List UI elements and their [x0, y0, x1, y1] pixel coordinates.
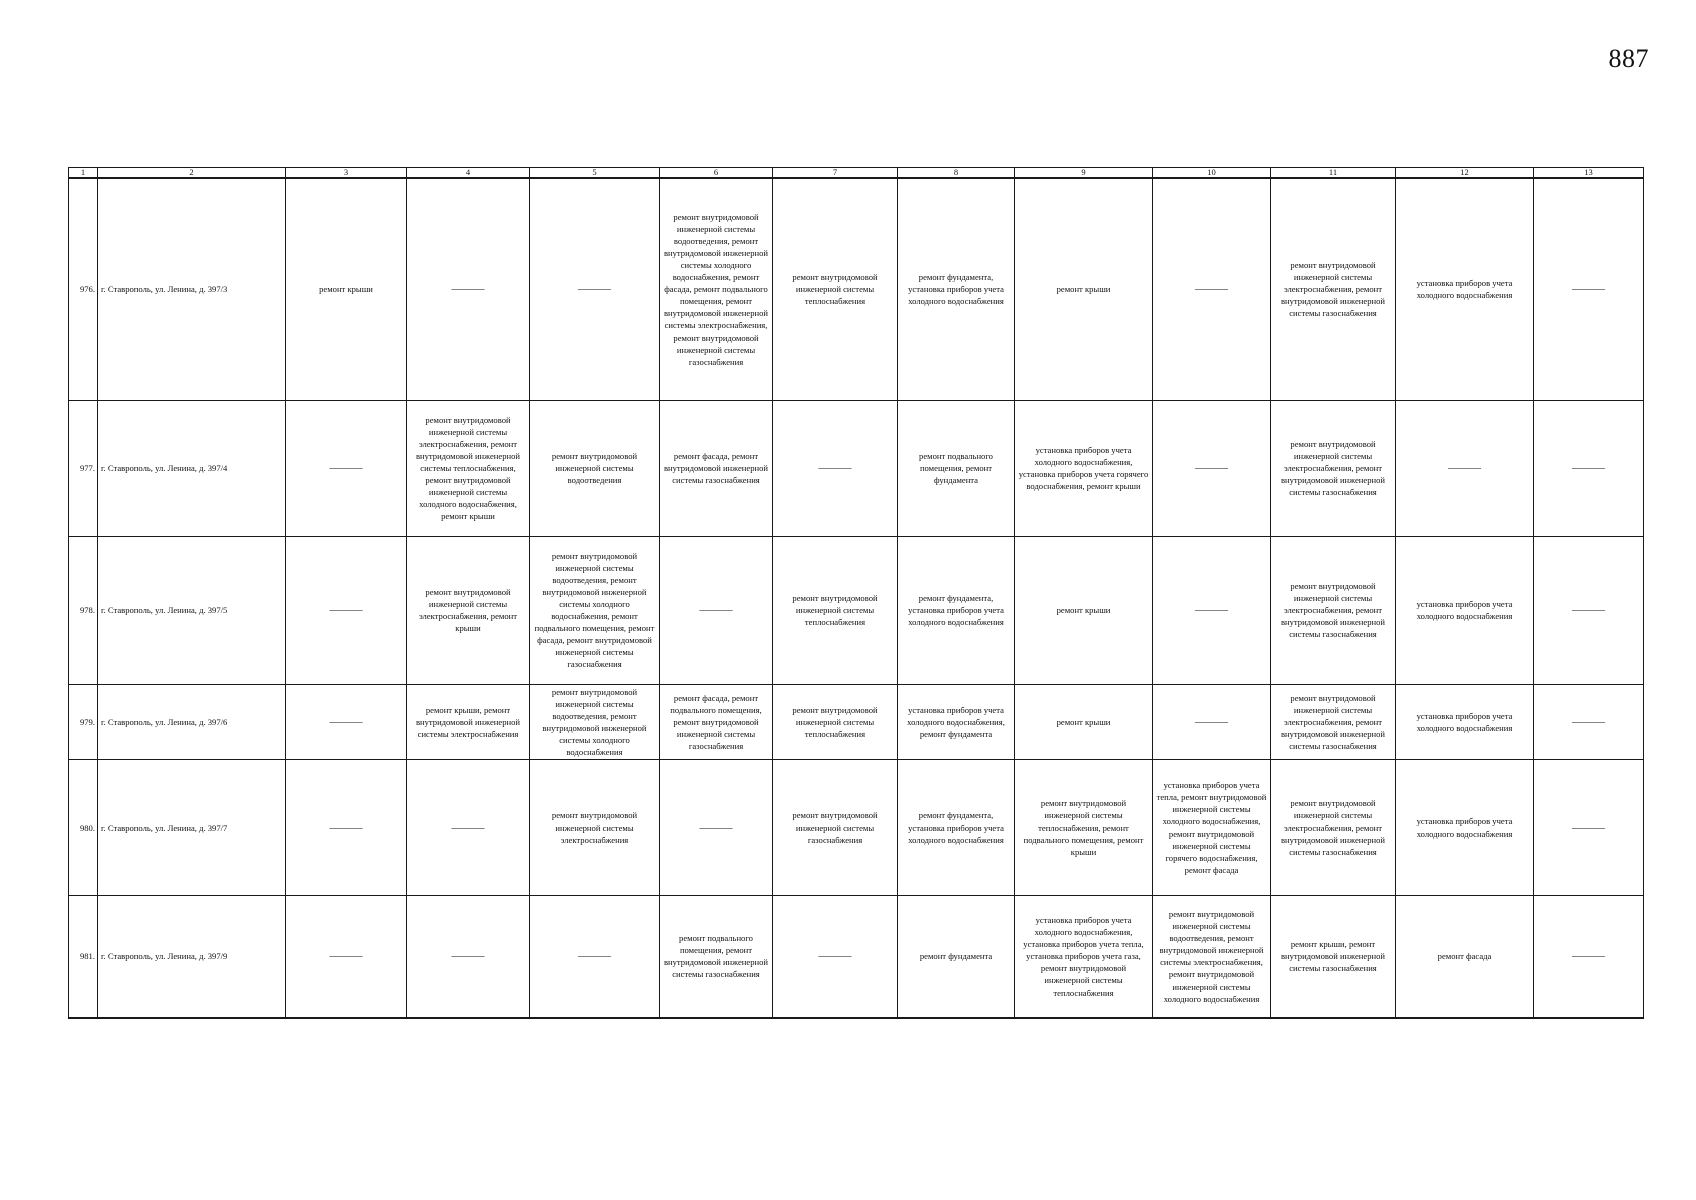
dash-mark: ——— — [699, 603, 733, 616]
address-cell: г. Ставрополь, ул. Ленина, д. 397/3 — [98, 178, 286, 400]
work-cell: ремонт фундамента — [898, 896, 1015, 1018]
work-cell — [1534, 536, 1644, 684]
column-number: 7 — [773, 168, 898, 179]
work-cell: установка приборов учета холодного водоснабжения, ремонт фундамента — [898, 684, 1015, 760]
work-cell: ремонт фундамента, установка приборов учета холодного водоснабжения — [898, 536, 1015, 684]
dash-mark: ——— — [1195, 283, 1228, 296]
work-cell: ремонт подвального помещения, ремонт фундамента — [898, 400, 1015, 536]
table-row — [69, 760, 1644, 896]
table-row — [69, 400, 1644, 536]
dash-mark: ——— — [1448, 461, 1481, 474]
address-cell: г. Ставрополь, ул. Ленина, д. 397/4 — [98, 400, 286, 536]
work-cell — [286, 896, 407, 1018]
work-cell: ремонт крыши — [286, 178, 407, 400]
work-cell: ремонт фасада, ремонт подвального помещения, ремонт внутридомовой инженерной системы газоснабжения — [660, 684, 773, 760]
work-cell — [1153, 536, 1271, 684]
table-row — [69, 684, 1644, 760]
work-cell: ремонт фундамента, установка приборов учета холодного водоснабжения — [898, 760, 1015, 896]
work-cell: ремонт внутридомовой инженерной системы теплоснабжения — [773, 684, 898, 760]
work-cell — [1534, 760, 1644, 896]
work-cell: ремонт внутридомовой инженерной системы газоснабжения — [773, 760, 898, 896]
work-cell — [286, 400, 407, 536]
dash-mark: ——— — [329, 603, 363, 616]
work-cell — [1534, 896, 1644, 1018]
column-number: 5 — [530, 168, 660, 179]
work-cell: ремонт внутридомовой инженерной системы водоотведения, ремонт внутридомовой инженерной системы холодного водоснабжения, ремонт подвального помещения, ремонт фасада, ремонт внутридомовой инженерной системы газоснабжения — [530, 536, 660, 684]
address-cell: г. Ставрополь, ул. Ленина, д. 397/6 — [98, 684, 286, 760]
column-number: 1 — [69, 168, 98, 179]
dash-mark: ——— — [1572, 283, 1605, 296]
work-cell: ремонт крыши — [1015, 178, 1153, 400]
page-number: 887 — [1608, 44, 1649, 73]
work-cell — [286, 760, 407, 896]
work-cell: ремонт крыши, ремонт внутридомовой инженерной системы электроснабжения — [407, 684, 530, 760]
work-cell — [1396, 400, 1534, 536]
work-cell: установка приборов учета холодного водоснабжения — [1396, 684, 1534, 760]
work-cell: ремонт внутридомовой инженерной системы водоотведения, ремонт внутридомовой инженерной системы холодного водоснабжения, ремонт фасада, ремонт подвального помещения, ремонт внутридомовой инженерной системы электроснабжения, ремонт внутридомовой инженерной системы газоснабжения — [660, 178, 773, 400]
dash-mark: ——— — [329, 821, 363, 834]
dash-mark: ——— — [451, 821, 485, 834]
work-cell: установка приборов учета холодного водоснабжения — [1396, 760, 1534, 896]
row-number: 976. — [69, 178, 98, 400]
column-number: 13 — [1534, 168, 1644, 179]
dash-mark: ——— — [1572, 950, 1605, 963]
dash-mark: ——— — [699, 821, 733, 834]
column-number: 4 — [407, 168, 530, 179]
table-row — [69, 536, 1644, 684]
work-cell — [407, 896, 530, 1018]
work-cell: ремонт крыши — [1015, 536, 1153, 684]
row-number: 981. — [69, 896, 98, 1018]
work-cell: установка приборов учета холодного водоснабжения, установка приборов учета горячего водоснабжения, ремонт крыши — [1015, 400, 1153, 536]
column-number: 12 — [1396, 168, 1534, 179]
dash-mark: ——— — [451, 950, 485, 963]
dash-mark: ——— — [818, 950, 852, 963]
row-number: 980. — [69, 760, 98, 896]
work-cell: ремонт внутридомовой инженерной системы электроснабжения, ремонт внутридомовой инженерной системы газоснабжения — [1271, 400, 1396, 536]
row-number: 977. — [69, 400, 98, 536]
dash-mark: ——— — [818, 461, 852, 474]
work-cell: ремонт внутридомовой инженерной системы теплоснабжения — [773, 536, 898, 684]
work-cell — [1153, 178, 1271, 400]
column-number: 2 — [98, 168, 286, 179]
dash-mark: ——— — [578, 950, 611, 963]
work-cell: ремонт внутридомовой инженерной системы электроснабжения, ремонт внутридомовой инженерной системы газоснабжения — [1271, 178, 1396, 400]
work-cell: установка приборов учета холодного водоснабжения — [1396, 536, 1534, 684]
work-cell: установка приборов учета холодного водоснабжения, установка приборов учета тепла, установка приборов учета газа, ремонт внутридомовой инженерной системы теплоснабжения — [1015, 896, 1153, 1018]
dash-mark: ——— — [329, 715, 363, 728]
dash-mark: ——— — [1572, 603, 1605, 616]
column-number: 9 — [1015, 168, 1153, 179]
work-cell — [1534, 178, 1644, 400]
work-cell: ремонт внутридомовой инженерной системы водоотведения — [530, 400, 660, 536]
dash-mark: ——— — [1572, 461, 1605, 474]
work-cell: ремонт внутридомовой инженерной системы электроснабжения, ремонт внутридомовой инженерной системы газоснабжения — [1271, 684, 1396, 760]
work-cell — [1153, 684, 1271, 760]
dash-mark: ——— — [1195, 603, 1228, 616]
column-number-row — [69, 168, 1644, 179]
work-cell: ремонт крыши — [1015, 684, 1153, 760]
work-cell — [773, 400, 898, 536]
work-cell: ремонт фасада — [1396, 896, 1534, 1018]
work-cell — [1534, 684, 1644, 760]
address-cell: г. Ставрополь, ул. Ленина, д. 397/9 — [98, 896, 286, 1018]
dash-mark: ——— — [329, 950, 363, 963]
dash-mark: ——— — [329, 461, 363, 474]
work-cell — [773, 896, 898, 1018]
work-cell: ремонт внутридомовой инженерной системы теплоснабжения, ремонт подвального помещения, ремонт крыши — [1015, 760, 1153, 896]
dash-mark: ——— — [1572, 821, 1605, 834]
work-cell: ремонт внутридомовой инженерной системы электроснабжения, ремонт внутридомовой инженерной системы газоснабжения — [1271, 760, 1396, 896]
address-cell: г. Ставрополь, ул. Ленина, д. 397/7 — [98, 760, 286, 896]
work-cell — [407, 760, 530, 896]
column-number: 8 — [898, 168, 1015, 179]
work-cell — [660, 760, 773, 896]
column-number: 6 — [660, 168, 773, 179]
work-cell: ремонт подвального помещения, ремонт внутридомовой инженерной системы газоснабжения — [660, 896, 773, 1018]
work-cell — [530, 178, 660, 400]
dash-mark: ——— — [1195, 461, 1228, 474]
dash-mark: ——— — [451, 283, 485, 296]
work-cell — [286, 684, 407, 760]
dash-mark: ——— — [578, 283, 611, 296]
work-cell — [1153, 400, 1271, 536]
work-cell: установка приборов учета холодного водоснабжения — [1396, 178, 1534, 400]
dash-mark: ——— — [1195, 715, 1228, 728]
row-number: 978. — [69, 536, 98, 684]
table-row — [69, 178, 1644, 400]
work-cell: ремонт внутридомовой инженерной системы электроснабжения, ремонт внутридомовой инженерной системы теплоснабжения, ремонт внутридомовой инженерной системы холодного водоснабжения, ремонт крыши — [407, 400, 530, 536]
address-cell: г. Ставрополь, ул. Ленина, д. 397/5 — [98, 536, 286, 684]
work-cell — [660, 536, 773, 684]
column-number: 10 — [1153, 168, 1271, 179]
column-number: 3 — [286, 168, 407, 179]
work-cell — [286, 536, 407, 684]
work-cell: ремонт внутридомовой инженерной системы теплоснабжения — [773, 178, 898, 400]
work-cell: ремонт внутридомовой инженерной системы электроснабжения — [530, 760, 660, 896]
work-cell: ремонт фасада, ремонт внутридомовой инженерной системы газоснабжения — [660, 400, 773, 536]
work-cell: ремонт крыши, ремонт внутридомовой инженерной системы газоснабжения — [1271, 896, 1396, 1018]
table-row — [69, 896, 1644, 1018]
dash-mark: ——— — [1572, 715, 1605, 728]
work-cell: ремонт внутридомовой инженерной системы водоотведения, ремонт внутридомовой инженерной системы электроснабжения, ремонт внутридомовой инженерной системы холодного водоснабжения — [1153, 896, 1271, 1018]
work-cell: ремонт внутридомовой инженерной системы электроснабжения, ремонт крыши — [407, 536, 530, 684]
work-cell — [407, 178, 530, 400]
work-cell — [530, 896, 660, 1018]
work-cell: ремонт внутридомовой инженерной системы электроснабжения, ремонт внутридомовой инженерной системы газоснабжения — [1271, 536, 1396, 684]
work-cell: ремонт фундамента, установка приборов учета холодного водоснабжения — [898, 178, 1015, 400]
row-number: 979. — [69, 684, 98, 760]
work-cell: установка приборов учета тепла, ремонт внутридомовой инженерной системы холодного водоснабжения, ремонт внутридомовой инженерной системы горячего водоснабжения, ремонт фасада — [1153, 760, 1271, 896]
column-number: 11 — [1271, 168, 1396, 179]
work-cell: ремонт внутридомовой инженерной системы водоотведения, ремонт внутридомовой инженерной системы холодного водоснабжения — [530, 684, 660, 760]
work-cell — [1534, 400, 1644, 536]
repair-schedule-table — [68, 167, 1644, 1019]
